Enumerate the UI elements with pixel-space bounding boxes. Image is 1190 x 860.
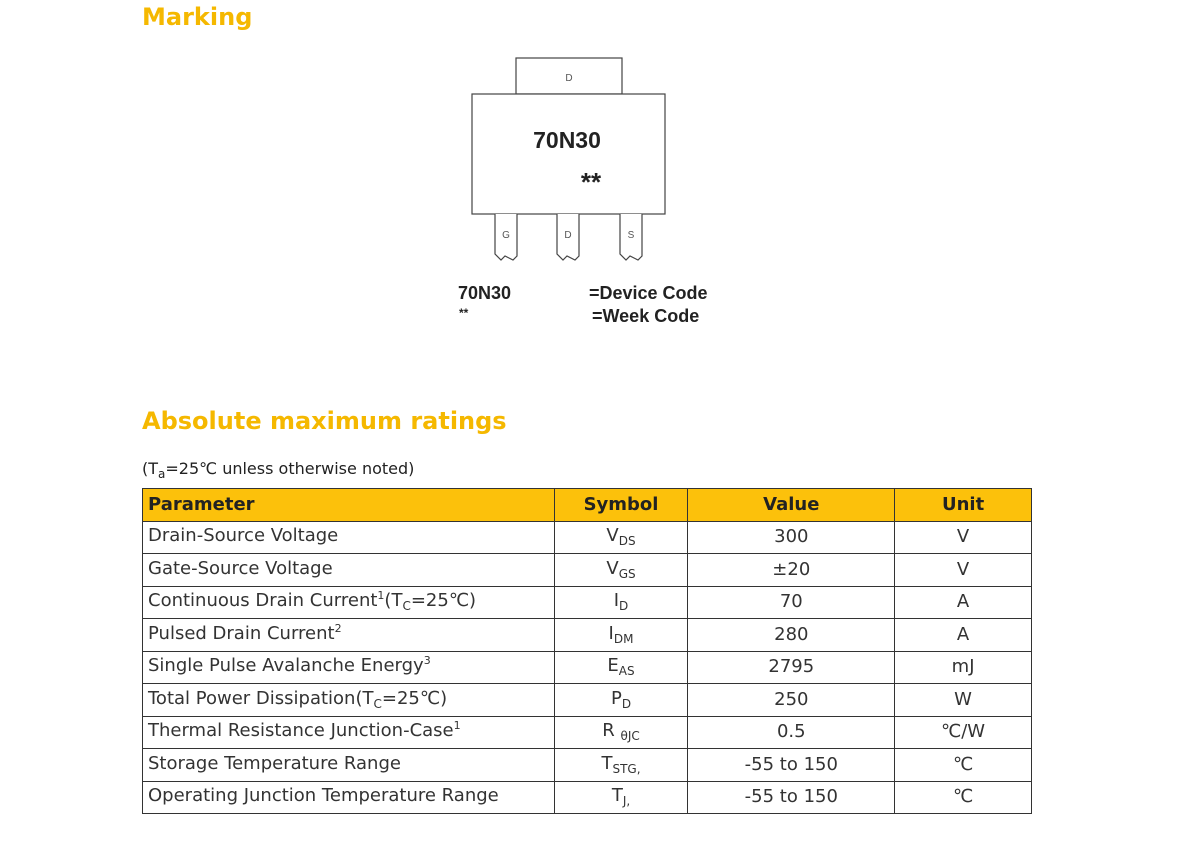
parameter-cell [143,781,555,814]
symbol-cell [554,749,688,782]
symbol-subscript: AS [618,664,635,679]
legend-device-desc: =Device Code [589,283,708,303]
header-parameter: Parameter [143,489,555,522]
parameter-condition-sub: C [373,696,382,711]
marking-section-title: Marking [142,3,253,31]
pin-source-label: S [627,230,635,241]
parameter-text: Continuous Drain Current [148,590,378,612]
symbol-cell [554,554,688,587]
symbol-letter: V [606,557,619,579]
parameter-text: Drain-Source Voltage [148,525,339,547]
unit-cell: ℃/W [895,716,1032,749]
parameter-text: Gate-Source Voltage [148,557,333,579]
symbol-cell [554,781,688,814]
parameter-cell [143,684,555,717]
package-device-code: 70N30 [533,127,601,153]
package-tab-label: D [565,73,573,84]
value-cell: -55 to 150 [688,781,895,814]
ratings-section-title: Absolute maximum ratings [142,407,507,435]
symbol-letter: T [611,785,623,807]
table-row [143,684,1032,717]
symbol-subscript: J, [622,794,631,809]
pin-gate [495,214,517,260]
parameter-text: Single Pulse Avalanche Energy [148,655,424,677]
parameter-cell [143,716,555,749]
conditions-prefix: (T [142,459,159,478]
parameter-cell [143,749,555,782]
legend-week-desc: =Week Code [592,306,700,326]
symbol-letter: I [608,622,614,644]
value-cell: 0.5 [688,716,895,749]
parameter-cell [143,619,555,652]
symbol-letter: P [610,687,622,709]
symbol-cell [554,716,688,749]
table-row [143,749,1032,782]
table-row [143,619,1032,652]
conditions-suffix: =25℃ unless otherwise noted) [165,459,415,478]
symbol-letter: E [607,655,619,677]
table-row [143,716,1032,749]
pin-gate-label: G [502,230,510,241]
conditions-sub: a [158,467,166,481]
parameter-footnote: 3 [423,654,431,668]
symbol-subscript: STG, [612,761,641,776]
package-marking-diagram [455,56,735,276]
symbol-letter: T [601,752,613,774]
parameter-condition: (T [355,687,374,709]
table-row [143,554,1032,587]
parameter-cell [143,554,555,587]
symbol-cell [554,684,688,717]
symbol-letter: V [606,525,619,547]
unit-cell: ℃ [895,781,1032,814]
symbol-cell [554,651,688,684]
value-cell: 280 [688,619,895,652]
ratings-table-body [143,521,1032,814]
header-unit: Unit [895,489,1032,522]
parameter-text: Pulsed Drain Current [148,622,335,644]
parameter-cell [143,651,555,684]
parameter-condition-value: =25℃) [381,687,448,709]
symbol-subscript: DM [613,631,634,646]
ratings-table [142,488,1032,814]
parameter-cell [143,586,555,619]
value-cell: ±20 [688,554,895,587]
symbol-subscript: GS [618,566,636,581]
unit-cell: ℃ [895,749,1032,782]
symbol-cell [554,619,688,652]
parameter-footnote: 1 [453,719,461,733]
unit-cell: V [895,521,1032,554]
parameter-footnote: 2 [334,621,342,635]
symbol-subscript: D [619,599,629,614]
symbol-subscript: DS [618,534,636,549]
unit-cell: A [895,619,1032,652]
pin-source [620,214,642,260]
symbol-cell [554,521,688,554]
symbol-cell [554,586,688,619]
table-header-row [143,489,1032,522]
symbol-subscript: D [621,696,632,711]
value-cell: 70 [688,586,895,619]
value-cell: 300 [688,521,895,554]
value-cell: 250 [688,684,895,717]
parameter-condition-sub: C [402,599,411,614]
unit-cell: W [895,684,1032,717]
symbol-letter: I [613,590,620,612]
value-cell: 2795 [688,651,895,684]
table-row [143,521,1032,554]
package-body [472,94,665,214]
symbol-letter: R [602,720,621,742]
unit-cell: A [895,586,1032,619]
table-row [143,651,1032,684]
parameter-cell [143,521,555,554]
parameter-condition: (T [384,590,403,612]
legend-week-key: ** [459,306,469,320]
table-row [143,781,1032,814]
table-row [143,586,1032,619]
legend-device-key: 70N30 [458,283,512,303]
conditions-note [142,459,414,481]
parameter-text: Total Power Dissipation [148,687,356,709]
header-symbol: Symbol [554,489,688,522]
pin-drain [557,214,579,260]
value-cell: -55 to 150 [688,749,895,782]
parameter-condition-value: =25℃) [410,590,477,612]
unit-cell: V [895,554,1032,587]
parameter-text: Operating Junction Temperature Range [148,785,499,807]
parameter-text: Storage Temperature Range [148,752,401,774]
package-week-code: ** [580,167,602,197]
parameter-text: Thermal Resistance Junction-Case [148,720,454,742]
parameter-footnote: 1 [377,589,385,603]
header-value: Value [688,489,895,522]
pin-drain-label: D [564,230,572,241]
unit-cell: mJ [895,651,1032,684]
symbol-subscript: θJC [620,729,640,744]
